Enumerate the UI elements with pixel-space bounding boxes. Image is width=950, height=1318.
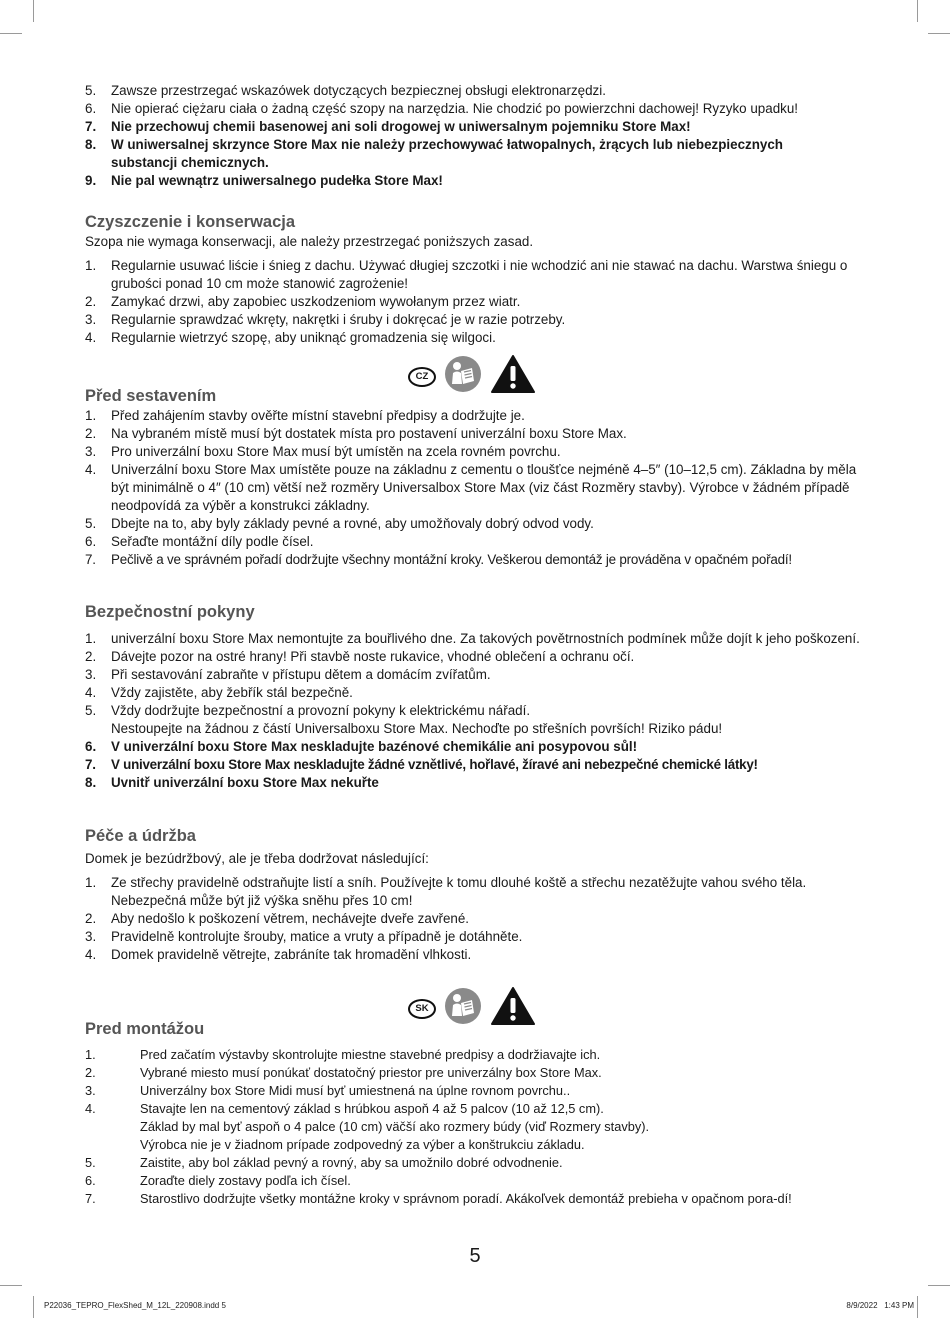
list-item: 3. Při sestavování zabraňte v přístupu dětem a domácím zvířatům. — [85, 667, 491, 682]
crop-mark — [33, 0, 34, 22]
list-item: 1. Regularnie usuwać liście i śnieg z dachu. Używać długiej szczotki i nie wchodzić ani nie stawać na dachu. Warstwa śniegu o grubości ponad 10 cm może stanowić zagrożenie! — [85, 258, 848, 291]
cz-care-heading: Péče a údržba — [85, 827, 196, 845]
warning-icon — [490, 354, 536, 399]
list-item: Výrobca nie je v žiadnom prípade zodpovedný za výber a konštrukciu základu. — [140, 1137, 585, 1152]
crop-mark — [0, 33, 22, 34]
list-item: 1. univerzální boxu Store Max nemontujte za bouřlivého dne. Za takových povětrnostních podmínek může dojít k jeho poškození. — [85, 631, 860, 646]
sk-assembly-heading: Pred montážou — [85, 1020, 205, 1038]
cz-care-list — [85, 874, 865, 964]
list-item: 6. Seřaďte montážní díly podle čísel. — [85, 534, 314, 549]
crop-mark — [928, 33, 950, 34]
sk-language-badge: SK — [408, 999, 436, 1019]
list-item: 5. Vždy dodržujte bezpečnostní a provozní pokyny k elektrickému nářadí. — [85, 703, 531, 718]
list-item: 3. Pravidelně kontrolujte šrouby, matice a vruty a případně je dotáhněte. — [85, 929, 523, 944]
list-item: Nestoupejte na žádnou z částí Universalboxu Store Max. Nechoďte po střešních površích! Riziko pádu! — [111, 721, 723, 736]
warning-icon — [490, 986, 536, 1031]
list-item: 4. Univerzální boxu Store Max umístěte pouze na základnu z cementu o tloušťce nejméně 4–5″ (10–12,5 cm). Základna by měla být minimálně o 4″ (10 cm) větší než rozměry Universalbox Store Max (viz část Rozměry stavby). Výrobce v žádném případě neodpovídá za výběr a konstrukci základny. — [85, 462, 857, 513]
list-item: 6. V univerzální boxu Store Max neskladujte bazénové chemikálie ani posypovou sůl! — [85, 739, 638, 754]
list-item: 4. Stavajte len na cementový základ s hrúbkou aspoň 4 až 5 palcov (10 až 12,5 cm). — [85, 1101, 604, 1116]
list-item: 4. Domek pravidelně větrejte, zabráníte tak hromadění vlhkosti. — [85, 947, 472, 962]
footer-file: P22036_TEPRO_FlexShed_M_12L_220908.indd 5 — [44, 1301, 226, 1310]
crop-mark — [917, 1296, 918, 1318]
list-item: 7. Pečlivě a ve správném pořadí dodržujte všechny montážní kroky. Veškerou demontáž je prováděna v opačném pořadí! — [85, 552, 792, 567]
cz-assembly-heading: Před sestavením — [85, 387, 217, 405]
list-item: 4. Vždy zajistěte, aby žebřík stál bezpečně. — [85, 685, 353, 700]
list-item: 6. Zoraďte diely zostavy podľa ich čísel. — [85, 1173, 351, 1188]
crop-mark — [33, 1296, 34, 1318]
sk-assembly-list — [85, 1046, 875, 1208]
crop-mark — [0, 1285, 22, 1286]
list-item: 5. Dbejte na to, aby byly základy pevné a rovné, aby umožňovaly dobrý odvod vody. — [85, 516, 594, 531]
crop-mark — [928, 1285, 950, 1286]
pl-cleaning-heading: Czyszczenie i konserwacja — [85, 213, 296, 231]
list-item: 3. Pro univerzální boxu Store Max musí být umístěn na zcela rovném povrchu. — [85, 444, 561, 459]
read-manual-icon — [444, 355, 482, 398]
sk-icon-row — [408, 986, 536, 1031]
list-item: 9. Nie pal wewnątrz uniwersalnego pudełka Store Max! — [85, 173, 443, 188]
cz-safety-heading: Bezpečnostní pokyny — [85, 603, 255, 621]
list-item: 4. Regularnie wietrzyć szopę, aby uniknąć gromadzenia się wilgoci. — [85, 330, 496, 345]
cz-icon-row — [408, 354, 536, 399]
list-item: 2. Aby nedošlo k poškození větrem, nechávejte dveře zavřené. — [85, 911, 470, 926]
crop-mark — [917, 0, 918, 22]
cz-assembly-list — [85, 407, 885, 569]
list-item: 2. Dávejte pozor na ostré hrany! Při stavbě noste rukavice, vhodné oblečení a ochranu očí. — [85, 649, 635, 664]
list-item: 2. Na vybraném místě musí být dostatek místa pro postavení univerzální boxu Store Max. — [85, 426, 627, 441]
cz-language-badge: CZ — [408, 367, 436, 387]
list-item: 1. Pred začatím výstavby skontrolujte miestne stavebné predpisy a dodržiavajte ich. — [85, 1047, 601, 1062]
list-item: 5. Zaistite, aby bol základ pevný a rovný, aby sa umožnilo dobré odvodnenie. — [85, 1155, 563, 1170]
list-item: 2. Vybrané miesto musí ponúkať dostatočný priestor pre univerzálny box Store Max. — [85, 1065, 602, 1080]
cz-care-intro: Domek je bezúdržbový, ale je třeba dodržovat následující: — [85, 851, 429, 866]
list-item: 3. Regularnie sprawdzać wkręty, nakrętki i śruby i dokręcać je w razie potrzeby. — [85, 312, 566, 327]
list-item: 5. Zawsze przestrzegać wskazówek dotyczących bezpiecznej obsługi elektronarzędzi. — [85, 83, 606, 98]
list-item: 8. W uniwersalnej skrzynce Store Max nie należy przechowywać łatwopalnych, żrących lub niebezpiecznych substancji chemicznych. — [85, 137, 783, 170]
cz-safety-list — [85, 630, 885, 792]
list-item: 2. Zamykać drzwi, aby zapobiec uszkodzeniom wywołanym przez wiatr. — [85, 294, 521, 309]
page-number: 5 — [469, 1245, 481, 1267]
list-item: 6. Nie opierać ciężaru ciała o żadną część szopy na narzędzia. Nie chodzić po powierzchni dachowej! Ryzyko upadku! — [85, 101, 799, 116]
list-item: 7. Nie przechowuj chemii basenowej ani soli drogowej w uniwersalnym pojemniku Store Max! — [85, 119, 691, 134]
list-item: 7. V univerzální boxu Store Max neskladujte žádné vznětlivé, hořlavé, žíravé ani nebezpečné chemické látky! — [85, 757, 758, 772]
list-item: Základ by mal byť aspoň o 4 palce (10 cm) väčší ako rozmery búdy (viď Rozmery stavby). — [140, 1119, 650, 1134]
footer-date: 8/9/2022 1:43 PM — [846, 1301, 914, 1310]
list-item: 1. Před zahájením stavby ověřte místní stavební předpisy a dodržujte je. — [85, 408, 525, 423]
list-item: 8. Uvnitř univerzální boxu Store Max nekuřte — [85, 775, 379, 790]
list-item: 7. Starostlivo dodržujte všetky montážne kroky v správnom poradí. Akákoľvek demontáž prebieha v opačnom pora-dí! — [85, 1191, 792, 1206]
pl-cleaning-list — [85, 257, 855, 347]
list-item: 3. Univerzálny box Store Midi musí byť umiestnená na úplne rovnom povrchu.. — [85, 1083, 571, 1098]
pl-cleaning-intro: Szopa nie wymaga konserwacji, ale należy przestrzegać poniższych zasad. — [85, 234, 534, 249]
read-manual-icon — [444, 987, 482, 1030]
list-item: 1. Ze střechy pravidelně odstraňujte listí a sníh. Používejte k tomu dlouhé koště a střechu nezatěžujte vahou svého těla. Nebezpečná může být již výška sněhu přes 10 cm! — [85, 875, 807, 908]
pl-safety-list — [85, 82, 875, 190]
